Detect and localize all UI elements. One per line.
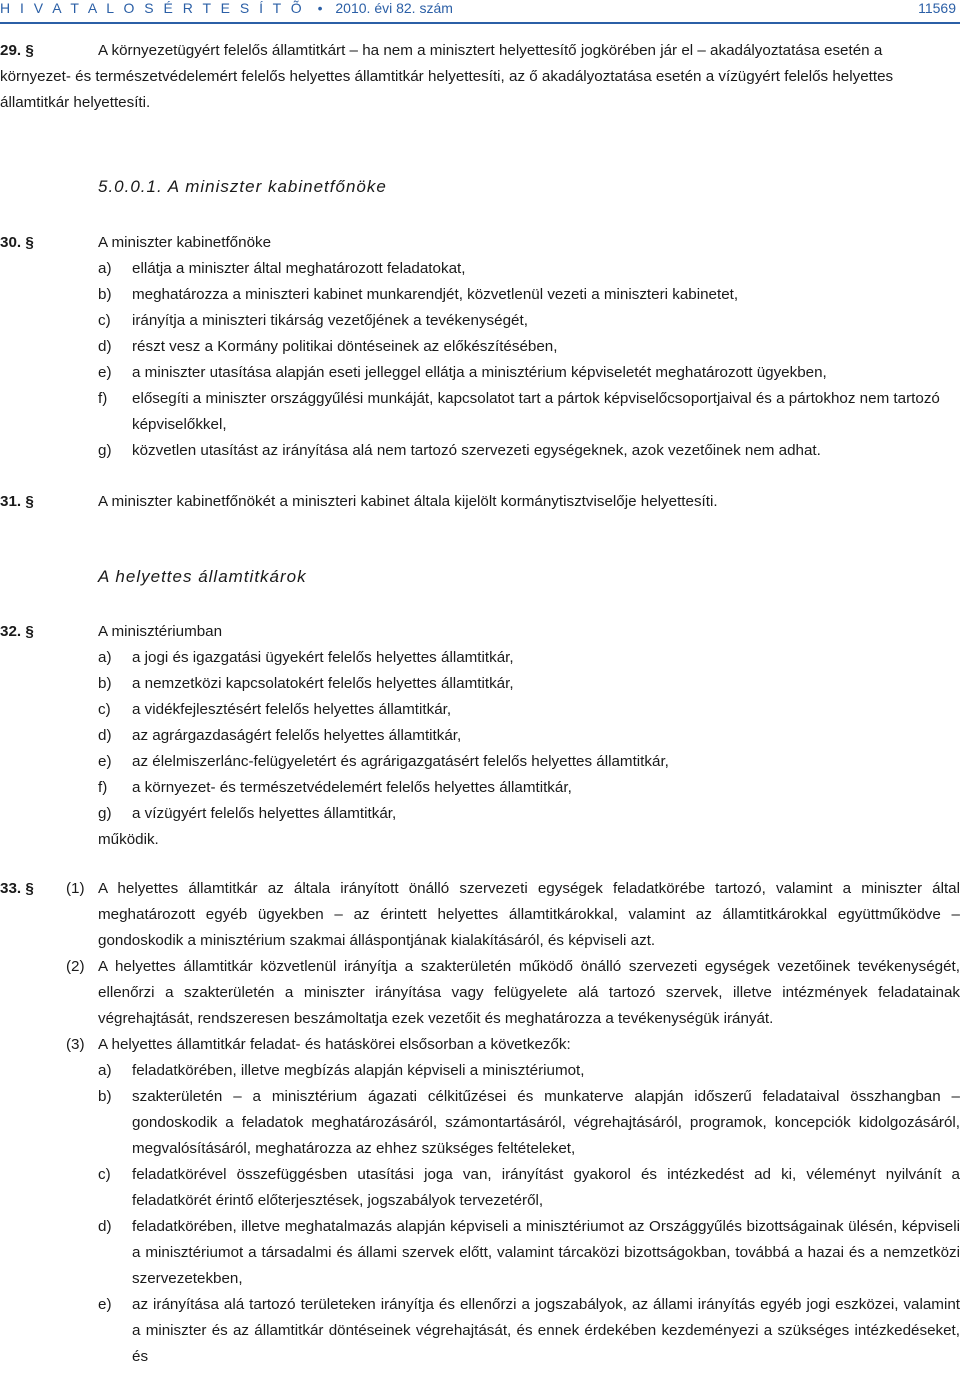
header-rule <box>0 22 960 24</box>
section-number: 30. § <box>0 234 34 251</box>
item-text: közvetlen utasítást az irányítása alá nem tartozó szervezeti egységeknek, azok vezetőinek nem adhat. <box>132 442 821 459</box>
list-item <box>98 1214 960 1292</box>
list-item <box>98 1058 960 1084</box>
item-text: a jogi és igazgatási ügyekért felelős helyettes államtitkár, <box>132 649 514 666</box>
item-mark: g) <box>98 805 112 822</box>
list-item <box>98 438 960 464</box>
heading-kabinetfonok: 5.0.0.1. A miniszter kabinetfőnöke <box>98 177 387 196</box>
item-mark: g) <box>98 442 112 459</box>
list-item <box>98 749 960 775</box>
item-mark: d) <box>98 727 112 744</box>
subsection-1 <box>66 876 960 954</box>
section-number: 32. § <box>0 623 34 640</box>
subsection-text: A helyettes államtitkár feladat- és hatáskörei elsősorban a következők: <box>98 1036 571 1053</box>
page-header <box>0 0 960 22</box>
item-text: a vidékfejlesztésért felelős helyettes államtitkár, <box>132 701 452 718</box>
list-item <box>98 308 960 334</box>
section-31 <box>0 489 960 515</box>
section-number: 29. § <box>0 42 34 59</box>
section-29 <box>0 38 960 116</box>
item-mark: b) <box>98 1088 112 1105</box>
subsection-2 <box>66 954 960 1032</box>
item-text: az agrárgazdaságért felelős helyettes államtitkár, <box>132 727 462 744</box>
section-number: 33. § <box>0 880 34 897</box>
section-31-text: A miniszter kabinetfőnökét a miniszteri kabinet általa kijelölt kormánytisztviselője helyettesíti. <box>98 493 718 510</box>
item-mark: d) <box>98 338 112 355</box>
item-text: elősegíti a miniszter országgyűlési munkáját, kapcsolatot tart a pártok képviselőcsoportjaival és a pártokhoz nem tartozó képviselőkkel, <box>132 390 940 433</box>
item-mark: c) <box>98 312 111 329</box>
section-32-closing: működik. <box>98 831 159 848</box>
list-item <box>98 1162 960 1214</box>
header-bullet: • <box>317 0 323 16</box>
subsection-number: (3) <box>66 1036 85 1053</box>
subsection-text: A helyettes államtitkár az általa irányított önálló szervezeti egységek feladatkörébe tartozó, valamint a miniszter által meghatározott egyéb ügyekben – az érintett helyettes államtitkárokkal, valamint az államtitkárokkal együttműködve – gondoskodik a minisztérium szakmai álláspontjának kialakításáról, és képviseli azt. <box>98 880 960 949</box>
item-mark: f) <box>98 779 108 796</box>
item-text: a nemzetközi kapcsolatokért felelős helyettes államtitkár, <box>132 675 514 692</box>
section-number: 31. § <box>0 493 34 510</box>
item-mark: d) <box>98 1218 112 1235</box>
item-text: a miniszter utasítása alapján eseti jelleggel ellátja a minisztérium képviseletét meghatározott ügyekben, <box>132 364 827 381</box>
item-mark: a) <box>98 260 112 277</box>
running-head <box>0 0 453 16</box>
list-item <box>98 801 960 827</box>
item-text: irányítja a miniszteri tikárság vezetőjének a tevékenységét, <box>132 312 528 329</box>
list-item <box>98 775 960 801</box>
item-text: ellátja a miniszter által meghatározott feladatokat, <box>132 260 466 277</box>
item-text: feladatkörében, illetve megbízás alapján képviseli a minisztériumot, <box>132 1062 585 1079</box>
item-mark: c) <box>98 1166 111 1183</box>
item-text: feladatkörével összefüggésben utasítási joga van, irányítást gyakorol és intézkedést ad ki, véleményt nyilvánít a feladatkörét érintő előterjesztések, jogszabályok tervezetéről, <box>132 1166 960 1209</box>
list-item <box>98 723 960 749</box>
item-text: az élelmiszerlánc-felügyeletért és agrárigazgatásért felelős helyettes államtitkár, <box>132 753 669 770</box>
subsection-number: (2) <box>66 958 85 975</box>
heading-helyettes-allamtitkarok: A helyettes államtitkárok <box>98 567 307 586</box>
item-mark: e) <box>98 1296 112 1313</box>
list-item <box>98 1292 960 1370</box>
section-33-body <box>66 876 960 1370</box>
journal-title: H I V A T A L O S É R T E S Í T Õ <box>0 0 305 16</box>
list-item <box>98 1084 960 1162</box>
issue-label: 2010. évi 82. szám <box>335 0 453 16</box>
list-item <box>98 282 960 308</box>
section-30-intro: A miniszter kabinetfőnöke <box>98 234 272 251</box>
list-item <box>98 360 960 386</box>
subsection-number: (1) <box>66 880 85 897</box>
item-mark: a) <box>98 649 112 666</box>
section-29-text: környezet- és természetvédelemért felelős helyettes államtitkár helyettesíti, az ő akadályoztatása esetén a vízügyért felelős helyettes államtitkár helyettesíti. <box>0 68 894 111</box>
item-mark: e) <box>98 364 112 381</box>
list-item <box>98 671 960 697</box>
list-item <box>98 697 960 723</box>
item-text: az irányítása alá tartozó területeken irányítja és ellenőrzi a jogszabályok, az állami irányítás egyéb jogi eszközei, valamint a miniszter és az államtitkár döntéseinek végrehajtását, és ennek érdekében kezdeményezi a szükséges intézkedéseket, és <box>132 1296 960 1365</box>
section-32 <box>0 619 960 853</box>
list-item <box>98 645 960 671</box>
item-mark: b) <box>98 675 112 692</box>
subsection-text: A helyettes államtitkár közvetlenül irányítja a szakterületén működő önálló szervezeti egységek vezetőinek tevékenységét, ellenőrzi a szakterületén a miniszter irányítása vagy felügyelete alá tartozó szervek, illetve intézmények feladatainak végrehajtását, rendszeresen beszámoltatja ezek vezetőit és meghatározza a tevékenységük irányát. <box>98 958 960 1027</box>
list-item <box>98 386 960 438</box>
section-29-line1: A környezetügyért felelős államtitkárt – ha nem a minisztert helyettesítő jogkörében jár el – akadályoztatása esetén a <box>98 42 883 59</box>
page-number: 11569 <box>918 0 956 16</box>
item-text: a környezet- és természetvédelemért felelős helyettes államtitkár, <box>132 779 572 796</box>
item-text: a vízügyért felelős helyettes államtitkár, <box>132 805 397 822</box>
list-item <box>98 256 960 282</box>
section-30-body <box>98 230 960 464</box>
item-text: részt vesz a Kormány politikai döntéseinek az előkészítésében, <box>132 338 558 355</box>
item-text: meghatározza a miniszteri kabinet munkarendjét, közvetlenül vezeti a miniszteri kabinetet, <box>132 286 739 303</box>
item-text: feladatkörében, illetve meghatalmazás alapján képviseli a minisztériumot az Országgyűlés bizottságainak ülésén, képviseli a minisztériumot a társadalmi és állami szervek előtt, valamint tárcaközi bizottságokban, továbbá a hazai és a nemzetközi szervezetekben, <box>132 1218 960 1287</box>
item-mark: c) <box>98 701 111 718</box>
section-30 <box>0 230 960 464</box>
item-mark: a) <box>98 1062 112 1079</box>
section-33 <box>0 876 960 1370</box>
section-32-intro: A minisztériumban <box>98 623 223 640</box>
item-text: szakterületén – a minisztérium ágazati célkitűzései és munkaterve alapján időszerű feladataival összhangban – gondoskodik a feladatok meghatározásáról, számontartásáról, végrehajtásáról, programok, koncepciók kidolgozásáról, megvalósításáról, meghatározza az ehhez szükséges feltételeket, <box>132 1088 960 1157</box>
item-mark: f) <box>98 390 108 407</box>
list-item <box>98 334 960 360</box>
subsection-3 <box>66 1032 960 1058</box>
section-32-body <box>98 619 960 853</box>
item-mark: b) <box>98 286 112 303</box>
item-mark: e) <box>98 753 112 770</box>
